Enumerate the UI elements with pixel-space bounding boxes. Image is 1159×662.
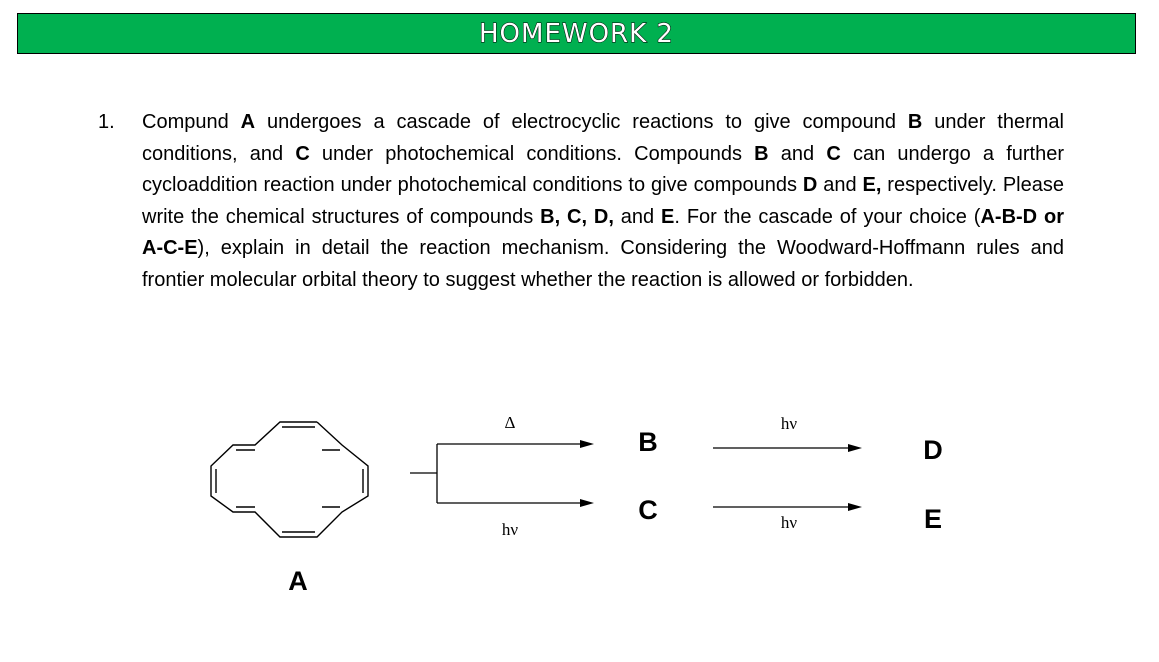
question-segment: and	[613, 205, 662, 228]
question-bold-segment: B, C, D,	[540, 205, 614, 228]
photo-condition-c-to-e: hν	[780, 513, 798, 532]
arrow-head-c-to-e	[848, 503, 862, 511]
arrow-head-thermal	[580, 440, 594, 448]
question-segment: respectively. Please write the chemical structures of compounds	[142, 174, 1064, 228]
product-c-label: C	[638, 495, 658, 525]
question-segment: can undergo a further cycloaddition reaction under photochemical conditions to give compounds	[142, 142, 1065, 196]
photo-condition-label-lower: hν	[501, 520, 519, 539]
thermal-condition-label: Δ	[504, 413, 516, 432]
question-segment: ), explain in detail the reaction mechanism. Considering the Woodward-Hoffmann rules and frontier molecular orbital theory to suggest whether the reaction is allowed or forbidden.	[142, 237, 1064, 291]
question-segment: under photochemical conditions. Compounds	[309, 142, 755, 165]
question-number: 1.	[98, 111, 115, 133]
photo-condition-b-to-d: hν	[780, 414, 798, 433]
question-segment: undergoes a cascade of electrocyclic reactions to give compound	[255, 111, 908, 133]
question-segment: Compund	[142, 111, 241, 133]
arrow-head-b-to-d	[848, 444, 862, 452]
second-step-arrows	[713, 444, 862, 511]
question-bold-segment: D	[802, 174, 818, 196]
question-segment: and	[817, 174, 863, 196]
question-bold-segment: E	[661, 205, 675, 228]
question-segment: and	[768, 142, 827, 165]
question-bold-segment: B	[754, 142, 769, 165]
question-bold-segment: E,	[862, 174, 882, 196]
question-bold-segment: A	[240, 111, 256, 133]
page-title: HOMEWORK 2	[479, 18, 674, 49]
question-segment: . For the cascade of your choice (	[674, 205, 981, 228]
branch-arrows	[410, 440, 594, 507]
question-bold-segment: A-B-D or A-C-E	[142, 205, 1065, 259]
product-d-label: D	[923, 435, 943, 465]
compound-a-structure	[211, 422, 368, 537]
product-e-label: E	[923, 504, 943, 534]
arrow-head-photo	[580, 499, 594, 507]
question-bold-segment: B	[907, 111, 923, 133]
question-bold-segment: C	[295, 142, 310, 165]
compound-a-label: A	[288, 566, 308, 596]
question-bold-segment: C	[826, 142, 841, 165]
product-b-label: B	[638, 427, 658, 457]
question-segment: under thermal conditions, and	[142, 111, 1064, 165]
